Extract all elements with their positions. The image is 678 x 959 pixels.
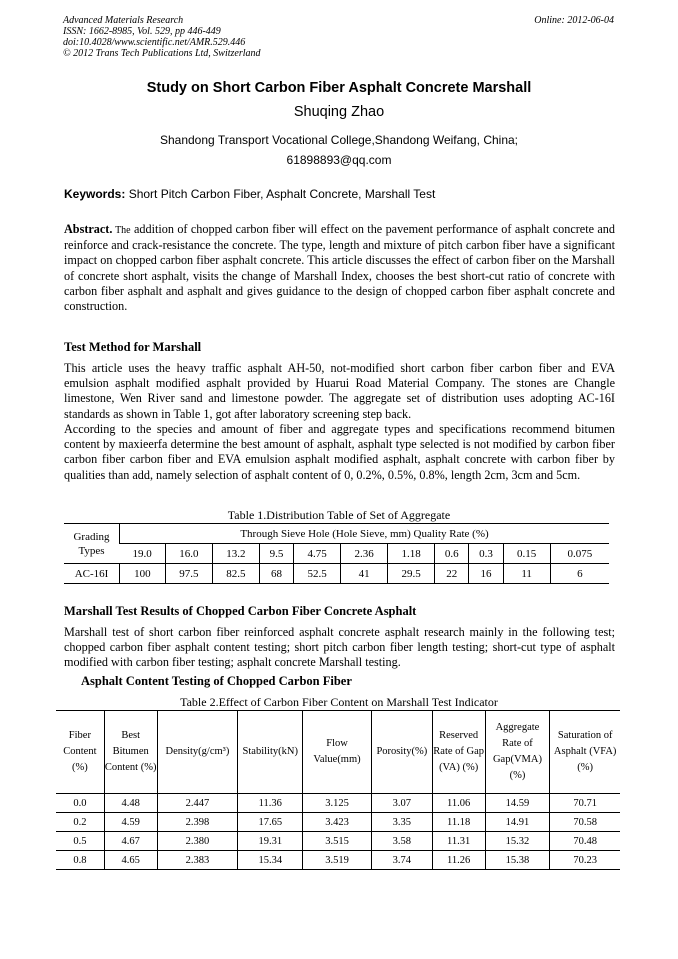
table2-cell: 4.65 <box>104 851 157 870</box>
table2-cell: 11.18 <box>432 813 485 832</box>
table2-cell: 0.2 <box>56 813 104 832</box>
table2-row <box>56 794 620 813</box>
table1-sieve-header: 19.0 <box>120 544 166 564</box>
table2-header-cell: Stability(kN) <box>238 711 303 794</box>
table1-sieve-header: 16.0 <box>165 544 212 564</box>
table1-cell: 11 <box>503 564 550 584</box>
table2-cell: 2.447 <box>157 794 238 813</box>
table2 <box>56 710 620 870</box>
table1-sieve-header: 4.75 <box>294 544 341 564</box>
table1-caption: Table 1.Distribution Table of Set of Aggregate <box>227 508 451 522</box>
table2-cell: 0.5 <box>56 832 104 851</box>
table2-cell: 15.34 <box>238 851 303 870</box>
table2-cell: 19.31 <box>238 832 303 851</box>
table2-header-cell: Aggregate Rate of Gap(VMA) (%) <box>485 711 550 794</box>
table1-cell: 100 <box>120 564 166 584</box>
abstract-label: Abstract. <box>64 222 113 236</box>
table2-cell: 15.38 <box>485 851 550 870</box>
table1 <box>64 523 609 584</box>
table2-row <box>56 832 620 851</box>
table1-sieve-header: 0.6 <box>435 544 469 564</box>
doi: doi:10.4028/www.scientific.net/AMR.529.446 <box>63 37 246 48</box>
table2-header-cell: Fiber Content (%) <box>56 711 104 794</box>
table2-cell: 3.74 <box>371 851 432 870</box>
table1-cell: 6 <box>550 564 609 584</box>
abstract-the: The <box>112 225 131 236</box>
table2-cell: 0.8 <box>56 851 104 870</box>
table1-cell: 29.5 <box>388 564 435 584</box>
table2-header-cell: Reserved Rate of Gap (VA) (%) <box>432 711 485 794</box>
table1-cell: 16 <box>469 564 503 584</box>
table2-cell: 11.36 <box>238 794 303 813</box>
table2-cell: 0.0 <box>56 794 104 813</box>
table1-sieve-header: 0.3 <box>469 544 503 564</box>
table2-cell: 14.59 <box>485 794 550 813</box>
table2-cell: 11.26 <box>432 851 485 870</box>
table1-sieve-header: 13.2 <box>212 544 259 564</box>
affiliation: Shandong Transport Vocational College,Shandong Weifang, China; <box>159 133 519 147</box>
section2-heading: Marshall Test Results of Chopped Carbon Fiber Concrete Asphalt <box>64 604 417 618</box>
section1-paragraph2: According to the species and amount of fiber and aggregate types and specifications recommend bitumen content by maxieerfa determine the best amount of asphalt, asphalt type selected is not modified by carbon fiber carbon fiber carbon fiber and EVA emulsion asphalt modified asphalt, asphalt concrete with carbon fiber by qualities than add, namely selection of asphalt content of 0, 0.2%, 0.5%, 0.8%, length 2cm, 3cm and 5cm. <box>64 422 615 482</box>
section1-paragraph1: This article uses the heavy traffic asphalt AH-50, not-modified short carbon fiber carbon fiber and EVA emulsion asphalt modified asphalt provided by Huarui Road Material Company. The stones are Changle limestone, Wen River sand and limestone powder. The aggregate set of distribution uses adopting AC-16I standards as shown in Table 1, got after laboratory screening step back. <box>64 361 615 421</box>
table2-cell: 3.519 <box>303 851 372 870</box>
section2-subheading: Asphalt Content Testing of Chopped Carbon Fiber <box>81 674 352 688</box>
online-date: Online: 2012-06-04 <box>534 15 614 26</box>
table2-cell: 3.125 <box>303 794 372 813</box>
table2-cell: 3.515 <box>303 832 372 851</box>
table2-cell: 70.58 <box>550 813 620 832</box>
table1-col0-header: Grading Types <box>64 524 120 564</box>
table2-cell: 70.71 <box>550 794 620 813</box>
keywords-text: Short Pitch Carbon Fiber, Asphalt Concrete, Marshall Test <box>125 187 436 201</box>
table2-header-cell: Density(g/cm³) <box>157 711 238 794</box>
journal-name: Advanced Materials Research <box>63 15 184 26</box>
table2-cell: 2.383 <box>157 851 238 870</box>
table1-cell: 97.5 <box>165 564 212 584</box>
paper-title: Study on Short Carbon Fiber Asphalt Concrete Marshall <box>146 80 532 96</box>
table2-cell: 4.48 <box>104 794 157 813</box>
table2-cell: 4.67 <box>104 832 157 851</box>
copyright: © 2012 Trans Tech Publications Ltd, Switzerland <box>63 48 261 59</box>
table2-header-cell: Porosity(%) <box>371 711 432 794</box>
journal-header <box>63 15 261 59</box>
table1-cell: 68 <box>259 564 293 584</box>
table2-cell: 11.06 <box>432 794 485 813</box>
table2-cell: 14.91 <box>485 813 550 832</box>
table1-cell: 22 <box>435 564 469 584</box>
table2-cell: 2.398 <box>157 813 238 832</box>
section2-paragraph1: Marshall test of short carbon fiber reinforced asphalt concrete asphalt research mainly in the following test; chopped carbon fiber asphalt content testing; short pitch carbon fiber length testing; short-cut type of asphalt modified with carbon fiber testing; asphalt concrete Marshall testing. <box>64 625 615 670</box>
email: 61898893@qq.com <box>286 153 392 167</box>
table2-cell: 4.59 <box>104 813 157 832</box>
table1-sieve-header: 0.075 <box>550 544 609 564</box>
abstract-text: addition of chopped carbon fiber will effect on the pavement performance of asphalt concrete and reinforce and crack-resistance the concrete. The type, length and mixture of pitch carbon fiber have a significant impact on chopped carbon fiber asphalt concrete. This article discusses the effect of carbon fiber on the Marshall of concrete short asphalt, visits the change of Marshall Index, chooses the best short-cut ratio of concrete with carbon fiber asphalt and asphalt and gives guidance to the design of chopped carbon fiber asphalt concrete and construction. <box>64 222 615 314</box>
table2-cell: 15.32 <box>485 832 550 851</box>
table2-cell: 3.35 <box>371 813 432 832</box>
table2-row <box>56 813 620 832</box>
table1-cell: 41 <box>341 564 388 584</box>
table2-cell: 17.65 <box>238 813 303 832</box>
author: Shuqing Zhao <box>293 104 385 120</box>
table2-header-cell: Saturation of Asphalt (VFA) (%) <box>550 711 620 794</box>
table2-cell: 3.58 <box>371 832 432 851</box>
issn: ISSN: 1662-8985, Vol. 529, pp 446-449 <box>63 26 221 37</box>
keywords-label: Keywords: <box>64 187 126 201</box>
table1-sieve-header: 9.5 <box>259 544 293 564</box>
table2-cell: 2.380 <box>157 832 238 851</box>
table1-sieve-header: 0.15 <box>503 544 550 564</box>
table1-span-header: Through Sieve Hole (Hole Sieve, mm) Quality Rate (%) <box>120 524 610 544</box>
table2-cell: 3.07 <box>371 794 432 813</box>
table1-row-label: AC-16I <box>74 567 109 580</box>
section1-heading: Test Method for Marshall <box>64 340 202 354</box>
table2-row <box>56 851 620 870</box>
table1-cell: 82.5 <box>212 564 259 584</box>
table2-caption: Table 2.Effect of Carbon Fiber Content on Marshall Test Indicator <box>180 695 498 709</box>
table2-header-cell: Flow Value(mm) <box>303 711 372 794</box>
table1-cell: 52.5 <box>294 564 341 584</box>
table2-header-cell: Best Bitumen Content (%) <box>104 711 157 794</box>
table2-cell: 3.423 <box>303 813 372 832</box>
table1-sieve-header: 2.36 <box>341 544 388 564</box>
table2-cell: 70.23 <box>550 851 620 870</box>
table1-sieve-header: 1.18 <box>388 544 435 564</box>
table2-cell: 70.48 <box>550 832 620 851</box>
table2-cell: 11.31 <box>432 832 485 851</box>
abstract <box>64 222 615 314</box>
keywords <box>64 187 624 201</box>
